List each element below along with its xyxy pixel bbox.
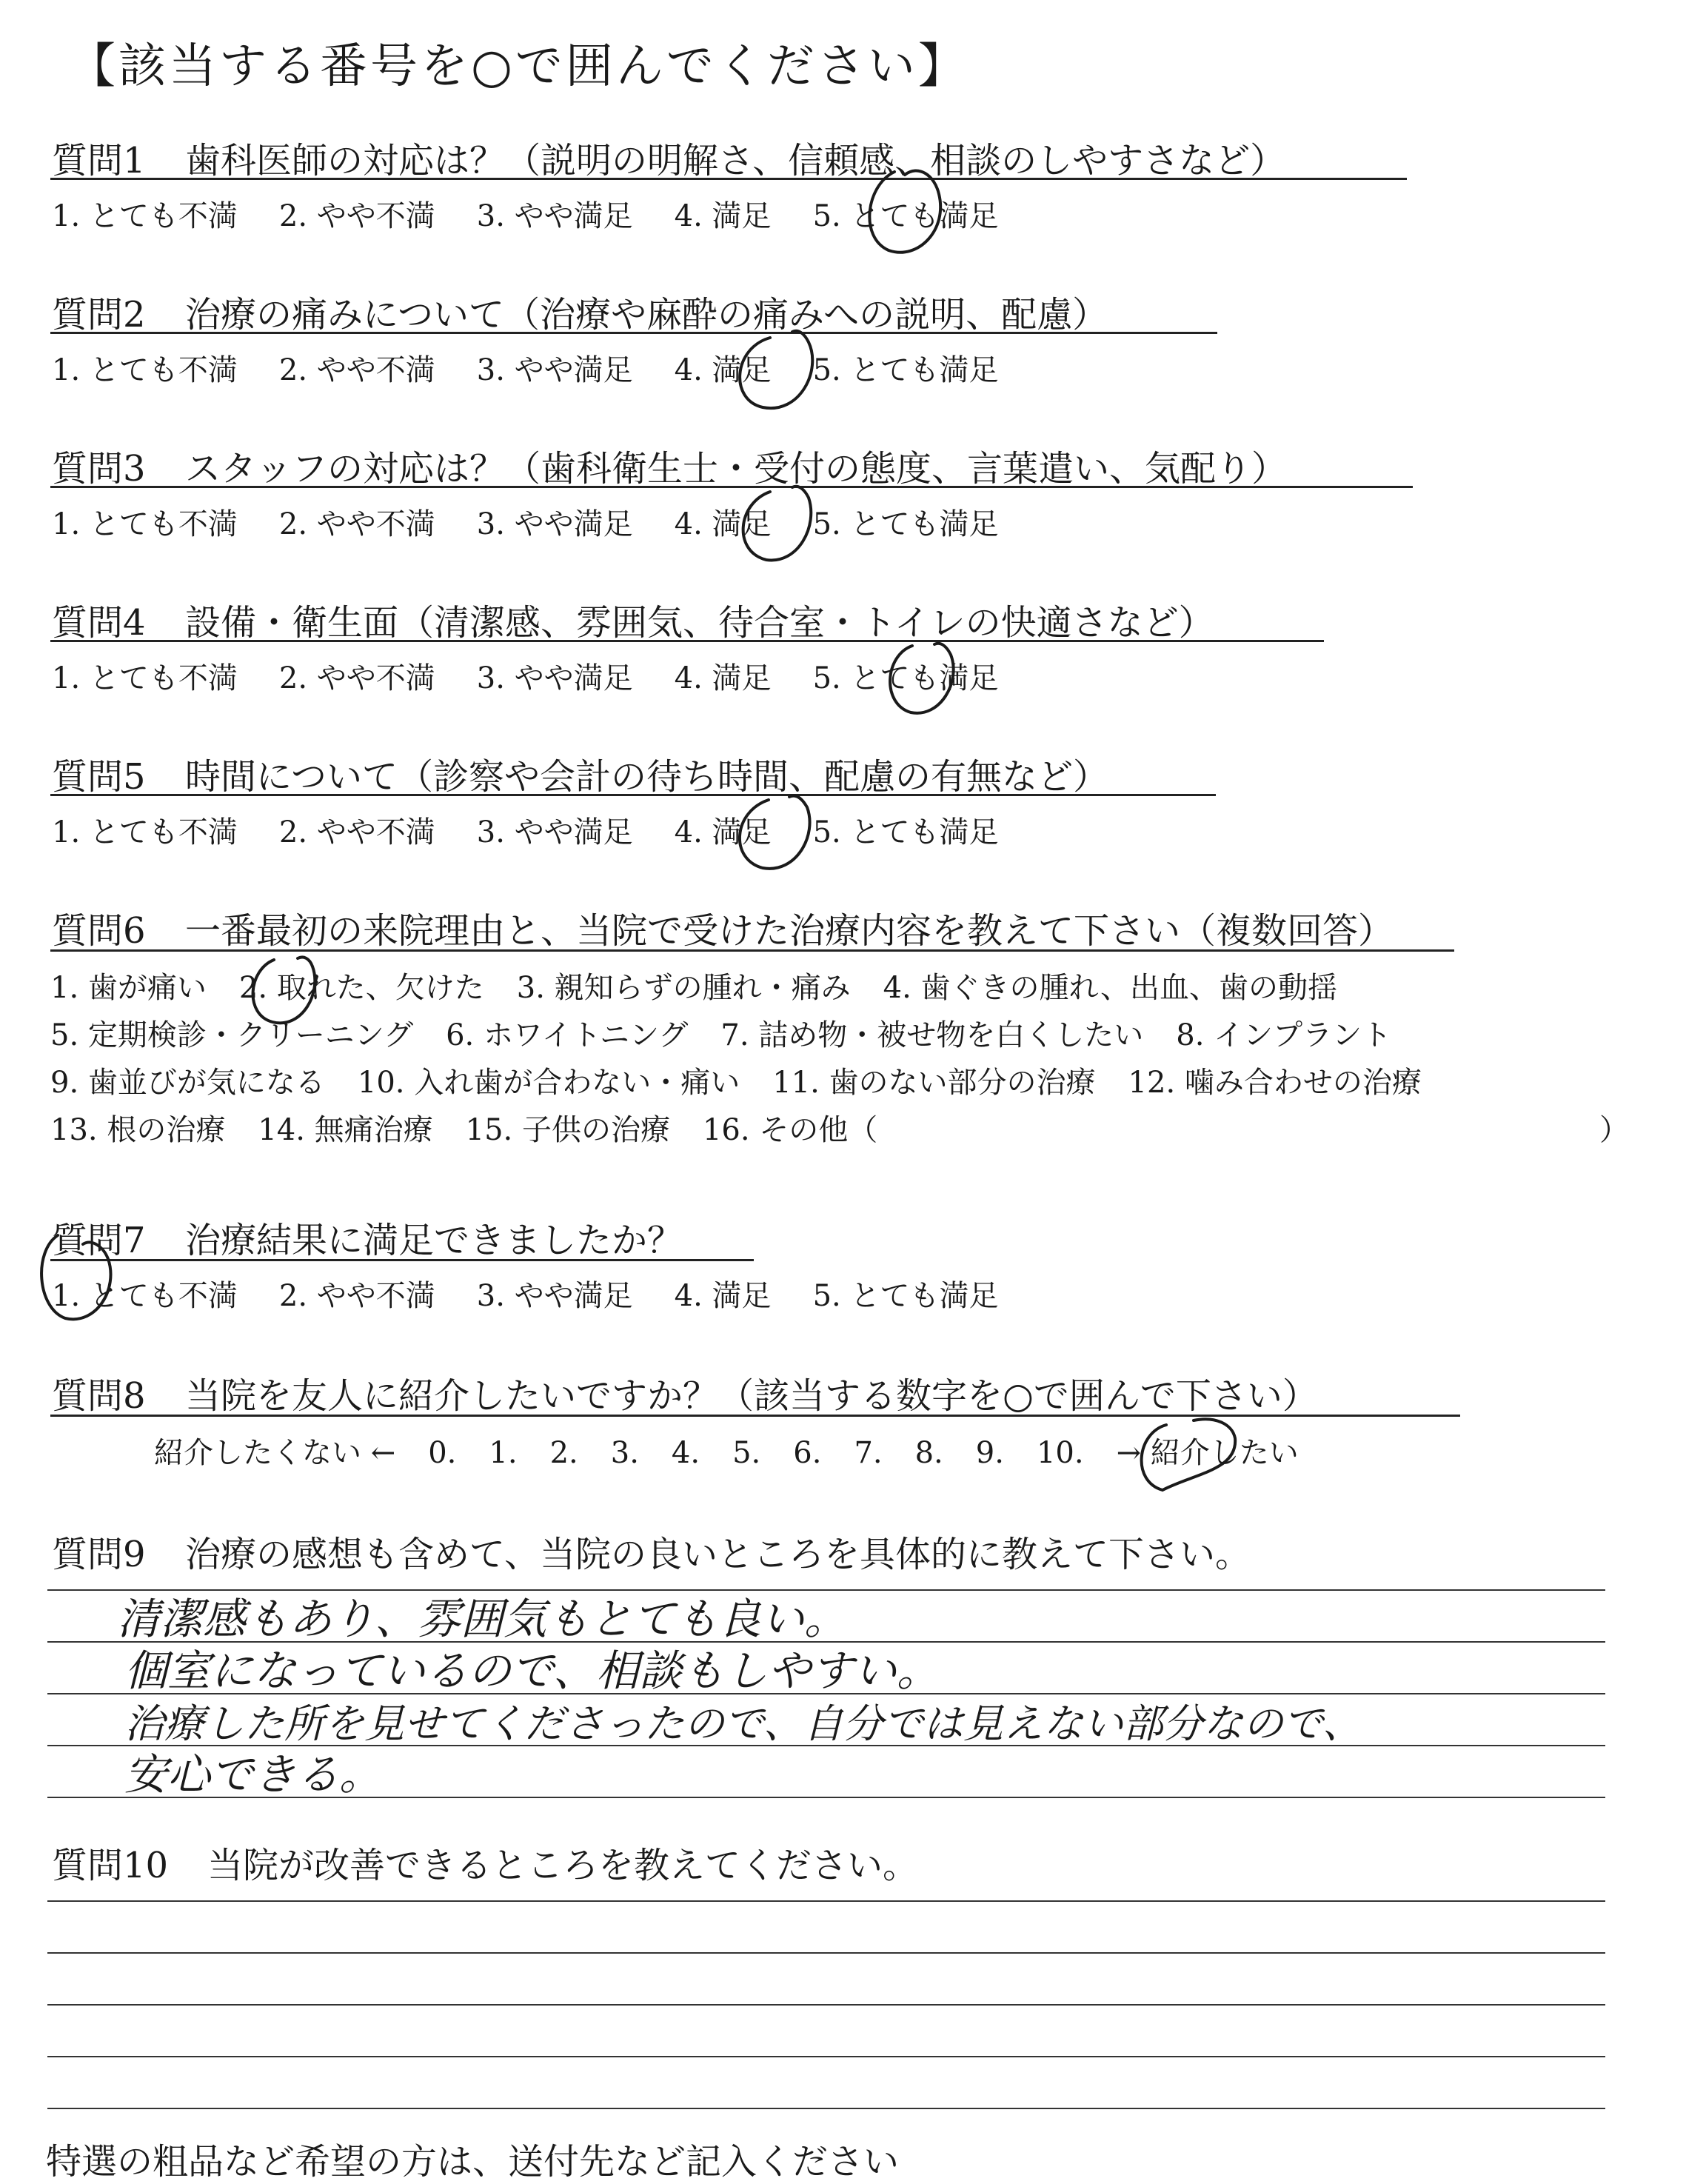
scale-option[interactable]: 4. <box>671 1436 700 1470</box>
reason-option-other[interactable]: 16. その他（ <box>702 1113 878 1147</box>
option-very-dissatisfied[interactable]: 1. とても不満 <box>52 815 238 849</box>
option-somewhat-satisfied[interactable]: 3. やや満足 <box>476 507 633 541</box>
question-2-text: 治療の痛みについて（治療や麻酔の痛みへの説明、配慮） <box>185 294 1108 335</box>
question-5-options <box>52 809 1040 851</box>
reason-option[interactable]: 5. 定期検診・クリーニング <box>50 1018 414 1052</box>
question-6 <box>52 902 1394 953</box>
question-7-text: 治療結果に満足できましたか？ <box>185 1220 683 1261</box>
reason-option[interactable]: 14. 無痛治療 <box>258 1113 433 1147</box>
recommend-scale <box>154 1429 1331 1472</box>
question-5-underline <box>50 794 1216 796</box>
option-somewhat-satisfied[interactable]: 3. やや満足 <box>476 661 633 695</box>
question-5 <box>52 748 1108 799</box>
question-8 <box>52 1367 1318 1418</box>
reason-option[interactable]: 11. 歯のない部分の治療 <box>772 1066 1096 1100</box>
question-10-text: 当院が改善できるところを教えてください。 <box>207 1845 919 1886</box>
option-somewhat-dissatisfied[interactable]: 2. やや不満 <box>278 815 435 849</box>
question-4 <box>52 594 1214 645</box>
question-1-text: 歯科医師の対応は？（説明の明解さ、信頼感、相談のしやすさなど） <box>185 140 1286 181</box>
scale-option[interactable]: 6. <box>793 1436 822 1470</box>
scale-option[interactable]: 5. <box>732 1436 761 1470</box>
scale-option[interactable]: 1. <box>489 1436 518 1470</box>
question-2 <box>52 286 1108 337</box>
option-somewhat-satisfied[interactable]: 3. やや満足 <box>476 199 633 233</box>
question-7-options <box>52 1272 1040 1315</box>
reason-option[interactable]: 6. ホワイトニング <box>446 1018 689 1052</box>
footer-note: 特選の粗品など希望の方は、送付先など記入ください <box>46 2141 900 2183</box>
reason-option[interactable]: 8. インプラント <box>1176 1018 1392 1052</box>
answer-line <box>47 1641 1605 1643</box>
reason-option[interactable]: 2. 取れた、欠けた <box>238 971 484 1005</box>
option-somewhat-dissatisfied[interactable]: 2. やや不満 <box>278 199 435 233</box>
question-3-label: 質問3 <box>52 448 146 490</box>
question-1-options <box>52 193 1040 235</box>
question-10 <box>52 1837 918 1888</box>
handwritten-answer-line-1: 清潔感もあり、雰囲気もとても良い。 <box>117 1594 848 1644</box>
question-2-underline <box>50 332 1217 334</box>
question-3 <box>52 440 1287 491</box>
reason-option[interactable]: 3. 親知らずの腫れ・痛み <box>516 971 851 1005</box>
question-2-label: 質問2 <box>52 294 146 335</box>
scale-option[interactable]: 10. <box>1036 1436 1084 1470</box>
option-somewhat-dissatisfied[interactable]: 2. やや不満 <box>278 353 435 387</box>
reason-option[interactable]: 15. 子供の治療 <box>465 1113 670 1147</box>
handwritten-answer-line-2: 個室になっているので、相談もしやすい。 <box>124 1646 940 1696</box>
question-7-underline <box>50 1259 754 1261</box>
question-4-underline <box>50 640 1324 642</box>
question-3-text: スタッフの対応は？（歯科衛生士・受付の態度、言葉遣い、気配り） <box>185 448 1288 490</box>
option-very-satisfied[interactable]: 5. とても満足 <box>812 199 999 233</box>
question-7 <box>52 1212 683 1263</box>
question-9 <box>52 1526 1251 1577</box>
handwritten-answer-line-3: 治療した所を見せてくださったので、自分では見えない部分なので、 <box>124 1700 1362 1747</box>
option-somewhat-dissatisfied[interactable]: 2. やや不満 <box>278 1279 435 1313</box>
answer-line <box>47 1745 1605 1746</box>
handwritten-answer-line-4: 安心できる。 <box>124 1749 383 1800</box>
question-1-underline <box>50 178 1407 180</box>
option-satisfied[interactable]: 4. 満足 <box>674 199 772 233</box>
answer-line <box>47 2056 1605 2057</box>
other-close-paren: ） <box>1599 1113 1629 1147</box>
option-satisfied[interactable]: 4. 満足 <box>674 1279 772 1313</box>
option-satisfied[interactable]: 4. 満足 <box>674 661 772 695</box>
question-1 <box>52 132 1285 183</box>
option-somewhat-satisfied[interactable]: 3. やや満足 <box>476 815 633 849</box>
question-5-text: 時間について（診察や会計の待ち時間、配慮の有無など） <box>185 756 1109 798</box>
reason-option[interactable]: 9. 歯並びが気になる <box>50 1066 325 1100</box>
question-9-label: 質問9 <box>52 1534 146 1575</box>
answer-line <box>47 1900 1605 1902</box>
option-satisfied[interactable]: 4. 満足 <box>674 815 772 849</box>
question-6-text: 一番最初の来院理由と、当院で受けた治療内容を教えて下さい（複数回答） <box>185 910 1394 952</box>
option-very-satisfied[interactable]: 5. とても満足 <box>812 815 999 849</box>
question-8-underline <box>50 1415 1460 1417</box>
option-very-dissatisfied[interactable]: 1. とても不満 <box>52 507 238 541</box>
answer-line <box>47 1797 1605 1798</box>
option-somewhat-satisfied[interactable]: 3. やや満足 <box>476 1279 633 1313</box>
option-very-dissatisfied[interactable]: 1. とても不満 <box>52 353 238 387</box>
scale-option[interactable]: 0. <box>428 1436 457 1470</box>
option-satisfied[interactable]: 4. 満足 <box>674 353 772 387</box>
scale-option[interactable]: 7. <box>854 1436 883 1470</box>
question-2-options <box>52 347 1040 389</box>
option-very-satisfied[interactable]: 5. とても満足 <box>812 661 999 695</box>
question-4-label: 質問4 <box>52 602 146 644</box>
answer-line <box>47 1589 1605 1591</box>
question-4-options <box>52 655 1040 697</box>
option-very-dissatisfied[interactable]: 1. とても不満 <box>52 199 238 233</box>
question-6-row-3 <box>50 1059 1454 1101</box>
option-somewhat-dissatisfied[interactable]: 2. やや不満 <box>278 507 435 541</box>
reason-option[interactable]: 10. 入れ歯が合わない・痛い <box>357 1066 740 1100</box>
question-8-label: 質問8 <box>52 1375 146 1417</box>
option-very-satisfied[interactable]: 5. とても満足 <box>812 353 999 387</box>
question-6-underline <box>50 949 1454 952</box>
answer-line <box>47 1952 1605 1954</box>
reason-option[interactable]: 1. 歯が痛い <box>50 971 207 1005</box>
scale-left-label: 紹介したくない ← <box>154 1436 396 1470</box>
instruction-heading: 【該当する番号を○で囲んでください】 <box>68 39 969 94</box>
question-7-label: 質問7 <box>52 1220 146 1261</box>
question-6-label: 質問6 <box>52 910 146 952</box>
reason-option[interactable]: 13. 根の治療 <box>50 1113 226 1147</box>
scale-option[interactable]: 8. <box>914 1436 943 1470</box>
option-somewhat-satisfied[interactable]: 3. やや満足 <box>476 353 633 387</box>
question-6-row-2 <box>50 1012 1424 1054</box>
question-10-label: 質問10 <box>52 1845 169 1886</box>
question-4-text: 設備・衛生面（清潔感、雰囲気、待合室・トイレの快適さなど） <box>185 602 1214 644</box>
question-6-row-1 <box>50 964 1370 1006</box>
scale-right-label: → 紹介したい <box>1116 1436 1299 1470</box>
scale-option[interactable]: 2. <box>549 1436 578 1470</box>
reason-option[interactable]: 4. 歯ぐきの腫れ、出血、歯の動揺 <box>883 971 1337 1005</box>
option-satisfied[interactable]: 4. 満足 <box>674 507 772 541</box>
answer-line <box>47 2004 1605 2006</box>
question-3-options <box>52 501 1040 543</box>
question-9-text: 治療の感想も含めて、当院の良いところを具体的に教えて下さい。 <box>185 1534 1251 1575</box>
scale-option[interactable]: 9. <box>975 1436 1004 1470</box>
option-somewhat-dissatisfied[interactable]: 2. やや不満 <box>278 661 435 695</box>
question-3-underline <box>50 486 1413 488</box>
question-8-text: 当院を友人に紹介したいですか？（該当する数字を○で囲んで下さい） <box>185 1375 1318 1417</box>
option-very-satisfied[interactable]: 5. とても満足 <box>812 507 999 541</box>
option-very-dissatisfied[interactable]: 1. とても不満 <box>52 1279 238 1313</box>
scale-option[interactable]: 3. <box>610 1436 639 1470</box>
question-6-row-4 <box>50 1106 910 1149</box>
answer-line <box>47 2108 1605 2109</box>
question-5-label: 質問5 <box>52 756 146 798</box>
option-very-satisfied[interactable]: 5. とても満足 <box>812 1279 999 1313</box>
reason-option[interactable]: 7. 詰め物・被せ物を白くしたい <box>720 1018 1144 1052</box>
option-very-dissatisfied[interactable]: 1. とても不満 <box>52 661 238 695</box>
question-1-label: 質問1 <box>52 140 146 181</box>
answer-line <box>47 1693 1605 1694</box>
reason-option[interactable]: 12. 噛み合わせの治療 <box>1128 1066 1422 1100</box>
